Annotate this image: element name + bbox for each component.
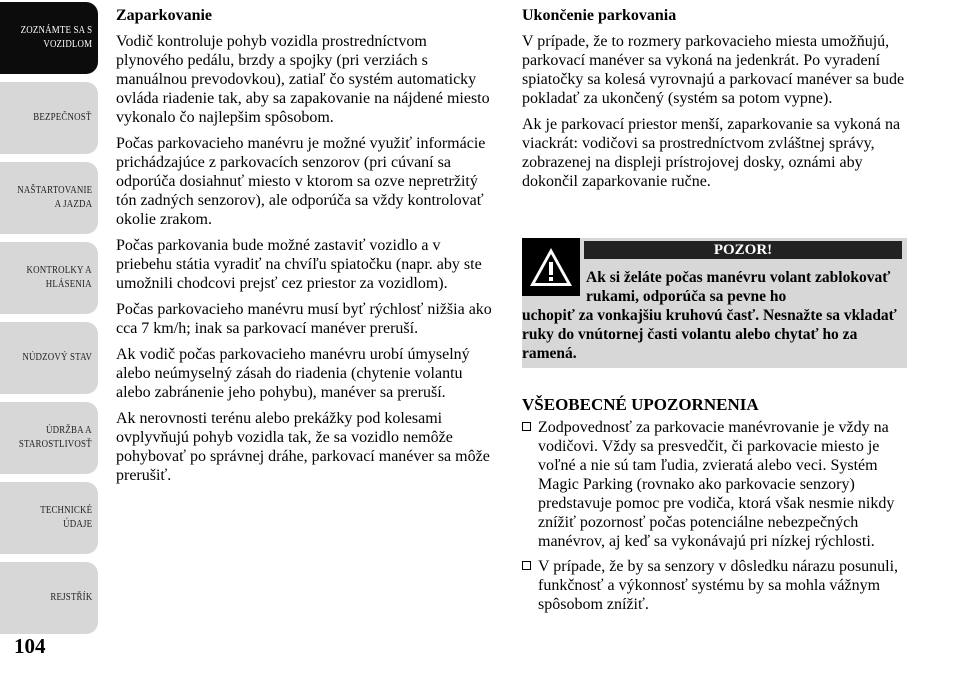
- tab-nastartovanie-a-jazda[interactable]: [0, 162, 98, 234]
- tab-nudzovy-stav[interactable]: [0, 322, 98, 394]
- checkbox-bullet-icon: [522, 561, 531, 570]
- general-warnings-heading: VŠEOBECNÉ UPOZORNENIA: [522, 395, 759, 414]
- tab-rejstrik[interactable]: [0, 562, 98, 634]
- chapter-sidebar: [0, 0, 100, 640]
- paragraph: Ak vodič počas parkovacieho manévru urobí úmyselný alebo neúmyselný zásah do riadenia (chytenie volantu alebo zabránenie jeho pohybu), manéver sa preruší.: [116, 346, 470, 401]
- warning-text-rest: uchopiť za vonkajšiu kruhovú časť. Nesnažte sa vkladať ruky do vnútornej časti volantu alebo chytať ho za ramená.: [522, 307, 897, 362]
- left-column: [116, 6, 494, 492]
- paragraph: Vodič kontroluje pohyb vozidla prostredníctvom plynového pedálu, brzdy a spojky (pri verziách s manuálnou prevodovkou), zatiaľ čo systém automaticky ovláda riadenie tak, aby sa zapakovanie na nájdené miesto vykonalo čo najlepšim spôsobom.: [116, 33, 490, 126]
- right-column: [522, 6, 907, 198]
- tab-kontrolky-a-hlasenia[interactable]: [0, 242, 98, 314]
- warning-box: [522, 238, 907, 368]
- section-heading-zaparkovanie: Zaparkovanie: [116, 7, 213, 24]
- general-warnings-list: [522, 418, 907, 620]
- page-number: 104: [14, 634, 46, 658]
- paragraph: Ak nerovnosti terénu alebo prekážky pod kolesami ovplyvňujú pohyb vozidla tak, že sa vozidlo nemôže pohybovať po správnej dráhe, parkovací manéver sa môže prerušiť.: [116, 410, 490, 484]
- tab-label: NAŠTARTOVANIE A JAZDA: [16, 185, 92, 210]
- tab-label: KONTROLKY A HLÁSENIA: [26, 265, 92, 290]
- tab-label: TECHNICKÉ ÚDAJE: [39, 505, 92, 530]
- list-item: [522, 418, 907, 551]
- warning-text-first: Ak si želáte počas manévru volant zablokovať rukami, odporúča sa pevne ho: [586, 269, 891, 305]
- tab-label: BEZPEČNOSŤ: [33, 112, 92, 123]
- tab-label: ÚDRŽBA A STAROSTLIVOSŤ: [19, 425, 92, 450]
- list-item-text: V prípade, že by sa senzory v dôsledku nárazu posunuli, funkčnosť a výkonnosť systému by sa mohla vážnym spôsobom znížiť.: [538, 558, 899, 613]
- paragraph: V prípade, že to rozmery parkovacieho miesta umožňujú, parkovací manéver sa vykoná na jedenkrát. Po vyradení spiatočky sa kolesá vyrovnajú a parkovací manéver sa bude pokladať za ukončený (systém sa potom vypne).: [522, 33, 905, 107]
- warning-text: [522, 268, 902, 363]
- tab-label: NÚDZOVÝ STAV: [22, 352, 92, 363]
- paragraph: Počas parkovacieho manévru musí byť rýchlosť nižšia ako cca 7 km/h; inak sa parkovací manéver preruší.: [116, 301, 492, 337]
- tab-technicke-udaje[interactable]: [0, 482, 98, 554]
- list-item: [522, 557, 907, 614]
- tab-udrzba-a-starostlivost[interactable]: [0, 402, 98, 474]
- paragraph: Počas parkovania bude možné zastaviť vozidlo a v priebehu státia vyradiť na chvíľu spiatočku (napr. aby ste umožnili chodcovi prejsť cez priestor za vozidlom).: [116, 237, 482, 292]
- tab-label: ZOZNÁMTE SA S VOZIDLOM: [20, 25, 92, 50]
- list-item-text: Zodpovednosť za parkovacie manévrovanie je vždy na vodičovi. Vždy sa presvedčit, či parkovacie miesto je voľné a nie sú tam ľudia, zvieratá alebo veci. Systém Magic Parking (rovnako ako parkovacie senzory) predstavuje pomoc pre vodiča, ktorá však nesmie nikdy znížiť pozornosť počas potenciálne nebezpečných manévrov, aj keď sa vykonávajú pri nízkej rýchlosti.: [538, 419, 895, 550]
- checkbox-bullet-icon: [522, 422, 531, 431]
- tab-label: REJSTŘÍK: [49, 592, 92, 603]
- warning-title: POZOR!: [584, 241, 902, 259]
- paragraph: Počas parkovacieho manévru je možné využiť informácie prichádzajúce z parkovacích senzorov (pri cúvaní sa odporúča dosiahnuť miesto v ktorom sa ozve nepretržitý tón zadných senzorov), ale odporúča sa vždy kontrolovať okolie zrakom.: [116, 135, 486, 228]
- section-heading-ukoncenie-parkovania: Ukončenie parkovania: [522, 7, 677, 24]
- tab-zoznamte-sa-s-vozidlom[interactable]: [0, 2, 98, 74]
- tab-bezpecnost[interactable]: [0, 82, 98, 154]
- paragraph: Ak je parkovací priestor menší, zaparkovanie sa vykoná na viackrát: vodičovi sa prostredníctvom zvláštnej správy, zobrazenej na displeji prístrojovej dosky, oznámi aby dokončil zaparkovanie ručne.: [522, 116, 901, 190]
